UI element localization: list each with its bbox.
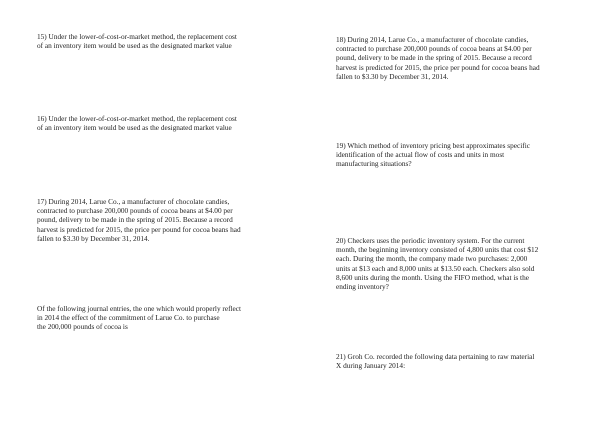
question-21: 21) Groh Co. recorded the following data pertaining to raw material X during January 2014: [336, 352, 535, 371]
question-20: 20) Checkers uses the periodic inventory system. For the current month, the beginning inventory consisted of 4,800 units that cost $12 each. During the month, the company made two purchases: 2,000 units at $13 each and 8,000 units at $13.50 each. Checkers also sold 8,600 units during the month. Using the FIFO method, what is the ending inventory? [336, 236, 539, 292]
question-17: 17) During 2014, Larue Co., a manufacturer of chocolate candies, contracted to purchase 200,000 pounds of cocoa beans at $4.00 per pound, delivery to be made in the spring of 2015. Because a record harvest is predicted for 2015, the price per pound for cocoa beans had fallen to $3.30 by December 31, 2014. [37, 197, 241, 243]
question-19: 19) Which method of inventory pricing best approximates specific identification of the actual flow of costs and units in most manufacturing situations? [336, 141, 530, 169]
question-18: 18) During 2014, Larue Co., a manufacturer of chocolate candies, contracted to purchase 200,000 pounds of cocoa beans at $4.00 per pound, delivery to be made in the spring of 2015. Because a record harvest is predicted for 2015, the price per pound for cocoa beans had fallen to $3.30 by December 31, 2014. [336, 35, 540, 81]
question-17-prompt: Of the following journal entries, the one which would properly reflect in 2014 the effect of the commitment of Larue Co. to purchase the 200,000 pounds of cocoa is [37, 304, 242, 332]
question-16: 16) Under the lower-of-cost-or-market method, the replacement cost of an inventory item would be used as the designated market value [37, 114, 237, 133]
question-15: 15) Under the lower-of-cost-or-market method, the replacement cost of an inventory item would be used as the designated market value [37, 32, 237, 51]
